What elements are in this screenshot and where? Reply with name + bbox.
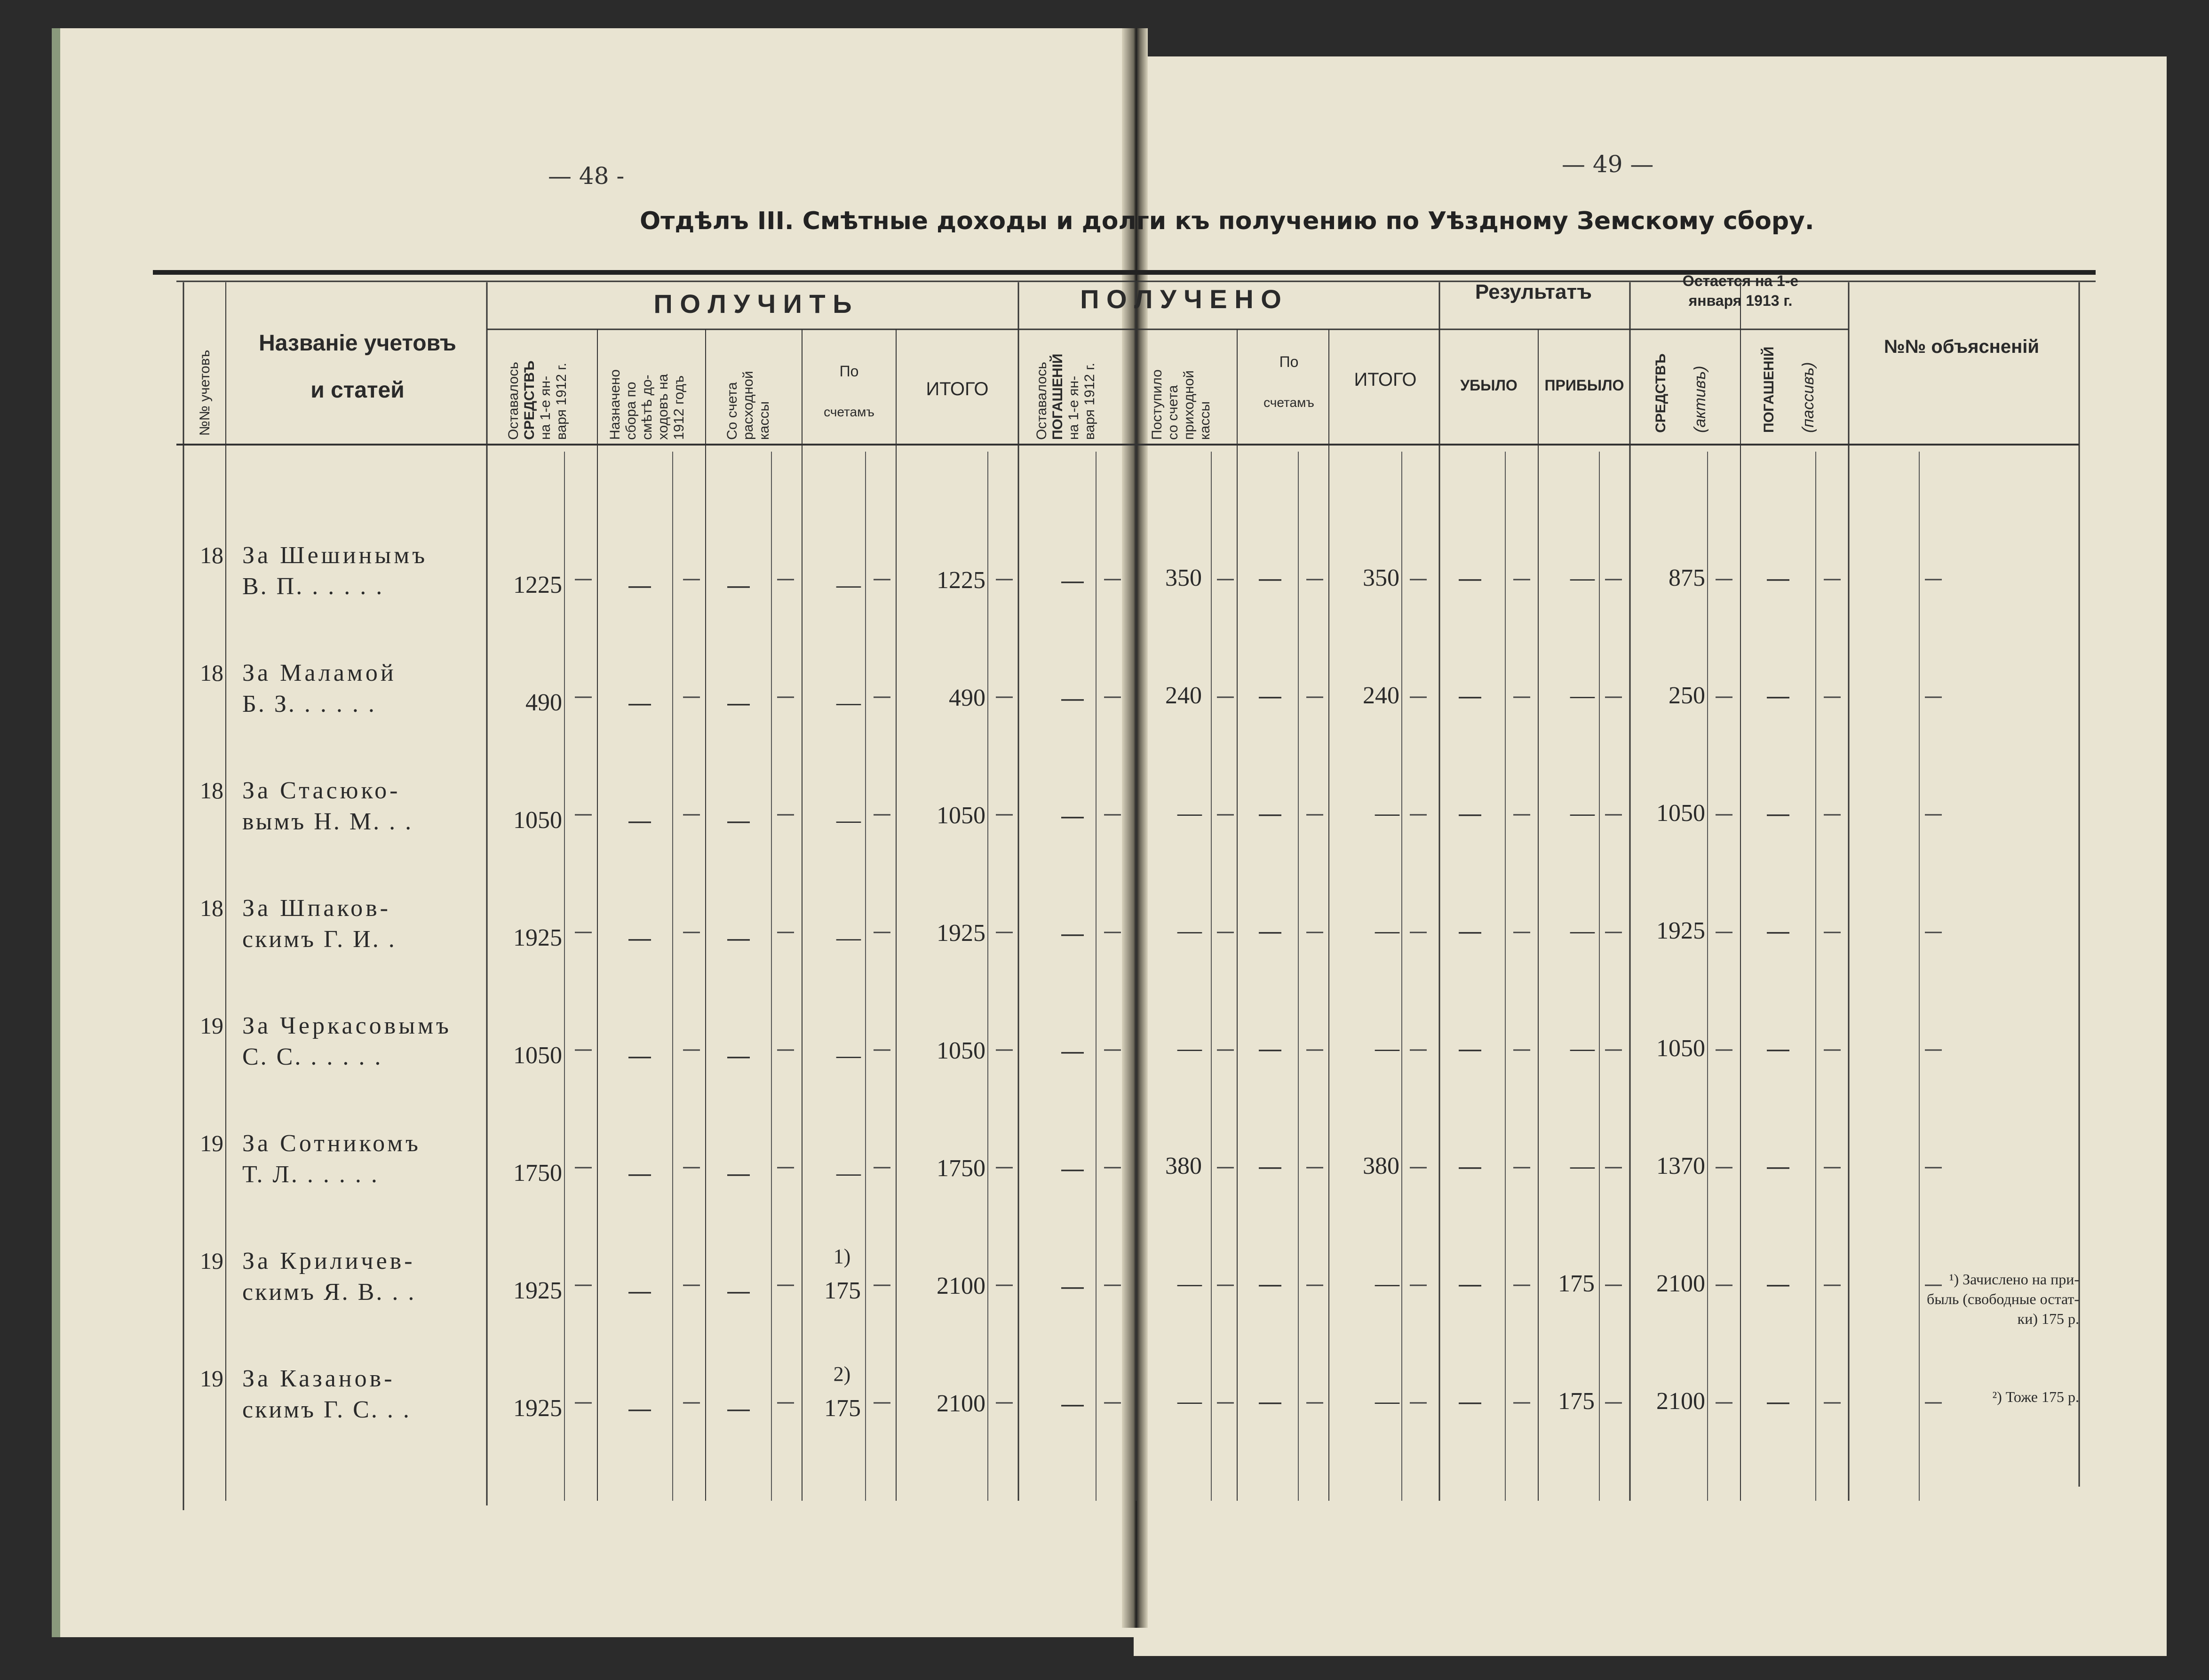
name-col-header: и статей — [310, 378, 405, 403]
received-remaining-header: Оставалось — [1034, 362, 1049, 440]
receive-assigned-value: — — [628, 926, 651, 951]
receive-remaining-header: варя 1912 г. — [554, 363, 569, 440]
receive-accounts-value: — — [836, 572, 861, 598]
row-name: скимъ Г. И. . — [242, 926, 397, 953]
payments-value: — — [1767, 684, 1789, 709]
received-remaining-value: — — [1061, 1274, 1084, 1299]
receive-accounts-header: счетамъ — [824, 405, 874, 419]
column-rules — [183, 282, 2079, 1510]
profit-header: ПРИБЫЛО — [1544, 377, 1624, 394]
payments-header: ПОГАШЕНІЙ — [1761, 346, 1777, 433]
row-name: С. С. . . . . . — [242, 1043, 383, 1070]
assets-value: 875 — [1669, 565, 1705, 591]
received-remaining-value: — — [1061, 921, 1084, 946]
assets-value: 2100 — [1656, 1388, 1705, 1415]
loss-value: — — [1459, 1272, 1481, 1297]
assets-value: 1050 — [1656, 1035, 1705, 1062]
received-accounts-value: — — [1259, 1389, 1281, 1414]
table-row — [200, 542, 1942, 600]
row-name: За Стасюко- — [242, 777, 401, 804]
row-name: вымъ Н. М. . . — [242, 808, 413, 835]
receive-group-header: П О Л У Ч И Т Ь — [653, 289, 852, 318]
payments-value: — — [1767, 566, 1789, 591]
row-name: скимъ Г. С. . . — [242, 1396, 411, 1423]
left-page-number: — 48 - — [548, 162, 625, 190]
table-row — [200, 1012, 1942, 1070]
loss-value: — — [1459, 919, 1481, 944]
row-number: 18 — [200, 542, 223, 568]
receive-total-value: 1225 — [937, 567, 985, 594]
receive-assigned-header: 1912 годъ — [671, 375, 687, 440]
row-number: 19 — [200, 1012, 223, 1039]
receive-remaining-value: 490 — [525, 689, 562, 716]
received-income-value: — — [1177, 1270, 1202, 1297]
receive-assigned-value: — — [628, 691, 651, 716]
loss-value: — — [1459, 801, 1481, 826]
payments-value: — — [1767, 1272, 1789, 1297]
received-total-value: — — [1375, 1270, 1399, 1297]
assets-value: 1925 — [1656, 917, 1705, 944]
receive-assigned-value: — — [628, 573, 651, 598]
received-remaining-value: — — [1061, 1156, 1084, 1181]
receive-expense-value: — — [727, 926, 750, 951]
receive-assigned-value: — — [628, 1279, 651, 1304]
received-accounts-value: — — [1259, 1036, 1281, 1061]
received-group-header: П О Л У Ч Е Н О — [1080, 284, 1281, 314]
receive-assigned-header: смѣтѣ до- — [639, 374, 655, 440]
right-page-number: — 49 — — [1562, 151, 1654, 178]
receive-accounts-value: — — [836, 807, 861, 834]
explanation-note: ки) 175 р. — [2017, 1310, 2079, 1327]
row-name: В. П. . . . . . — [242, 573, 384, 600]
received-income-value: — — [1177, 800, 1202, 827]
row-number: 18 — [200, 777, 223, 804]
profit-value: — — [1570, 1153, 1595, 1179]
table-row — [200, 1245, 2079, 1327]
receive-expense-header: кассы — [756, 401, 772, 440]
receive-total-value: 1050 — [937, 1037, 985, 1064]
received-accounts-header: По — [1279, 353, 1299, 370]
receive-remaining-value: 1225 — [513, 572, 562, 598]
receive-remaining-value: 1925 — [513, 1277, 562, 1304]
loss-value: — — [1459, 1389, 1481, 1414]
receive-expense-value: — — [727, 573, 750, 598]
received-income-value: — — [1177, 1388, 1202, 1415]
received-remaining-value: — — [1061, 568, 1084, 593]
received-remaining-header: варя 1912 г. — [1082, 363, 1097, 440]
assets-header: (активъ) — [1691, 366, 1709, 433]
received-income-header: со счета — [1165, 385, 1181, 440]
receive-total-value: 2100 — [937, 1390, 985, 1417]
row-number: 18 — [200, 660, 223, 686]
receive-expense-value: — — [727, 691, 750, 716]
receive-accounts-value: — — [836, 1160, 861, 1186]
assets-value: 1050 — [1656, 800, 1705, 827]
receive-expense-value: — — [727, 1161, 750, 1186]
receive-total-value: 2100 — [937, 1273, 985, 1299]
assets-value: 2100 — [1656, 1270, 1705, 1297]
receive-expense-value: — — [727, 808, 750, 833]
explanation-note: ¹) Зачислено на при- — [1949, 1271, 2079, 1288]
receive-total-header: ИТОГО — [926, 379, 989, 399]
profit-value: — — [1570, 917, 1595, 944]
receive-total-value: 1750 — [937, 1155, 985, 1182]
received-accounts-value: — — [1259, 919, 1281, 944]
receive-accounts-value: 175 — [824, 1395, 861, 1422]
received-income-header: кассы — [1197, 401, 1213, 440]
received-total-value: 380 — [1363, 1153, 1399, 1179]
top-thick-rule — [153, 270, 2096, 275]
table-row — [200, 895, 1942, 953]
payments-value: — — [1767, 801, 1789, 826]
receive-remaining-value: 1925 — [513, 924, 562, 951]
receive-assigned-value: — — [628, 1396, 651, 1421]
receive-accounts-value: — — [836, 689, 861, 716]
loss-value: — — [1459, 1036, 1481, 1061]
table-row — [200, 777, 1942, 835]
row-name: За Казанов- — [242, 1365, 395, 1392]
profit-value: — — [1570, 565, 1595, 591]
table-header — [197, 272, 2039, 440]
footnote-marker: 1) — [833, 1245, 851, 1268]
receive-assigned-header: сбора по — [623, 382, 639, 440]
assets-value: 250 — [1669, 682, 1705, 709]
loss-value: — — [1459, 566, 1481, 591]
profit-value: — — [1570, 800, 1595, 827]
receive-accounts-value: — — [836, 924, 861, 951]
receive-assigned-value: — — [628, 808, 651, 833]
result-group-header: Результатъ — [1475, 280, 1592, 303]
receive-total-value: 1925 — [937, 920, 985, 947]
received-total-value: — — [1375, 917, 1399, 944]
row-number: 19 — [200, 1130, 223, 1156]
received-remaining-header: на 1-е ян- — [1066, 375, 1081, 440]
received-income-value: — — [1177, 1035, 1202, 1062]
row-name: За Шешинымъ — [242, 542, 428, 569]
assets-value: 1370 — [1656, 1153, 1705, 1179]
received-remaining-header: ПОГАШЕНІЙ — [1050, 353, 1065, 440]
page-title: Отдѣлъ III. Смѣтные доходы и долги къ получению по Уѣздному Земскому сбору. — [640, 207, 1814, 235]
row-number: 19 — [200, 1248, 223, 1274]
received-total-value: — — [1375, 800, 1399, 827]
received-total-value: 350 — [1363, 565, 1399, 591]
receive-assigned-value: — — [628, 1161, 651, 1186]
received-accounts-value: — — [1259, 1272, 1281, 1297]
explanation-note: быль (свободные остат- — [1927, 1290, 2079, 1307]
row-number: 18 — [200, 895, 223, 921]
table-row — [200, 1362, 2079, 1423]
receive-remaining-header: Оставалось — [506, 362, 521, 440]
received-total-value: — — [1375, 1035, 1399, 1062]
received-total-header: ИТОГО — [1354, 369, 1417, 390]
received-total-value: — — [1375, 1388, 1399, 1415]
receive-expense-header: Со счета — [724, 382, 740, 440]
row-name: За Черкасовымъ — [242, 1012, 452, 1039]
receive-assigned-header: ходовъ на — [655, 374, 671, 440]
loss-header: УБЫЛО — [1460, 377, 1518, 394]
received-accounts-header: счетамъ — [1263, 395, 1314, 410]
name-col-header: Названіе учетовъ — [259, 331, 456, 356]
row-name: За Сотникомъ — [242, 1130, 421, 1157]
receive-remaining-header: СРЕДСТВЪ — [522, 360, 537, 440]
receive-remaining-value: 1050 — [513, 1042, 562, 1069]
remains-header: января 1913 г. — [1688, 292, 1793, 309]
row-name: скимъ Я. В. . . — [242, 1279, 416, 1306]
received-income-value: 240 — [1165, 682, 1202, 709]
profit-value: 175 — [1558, 1388, 1595, 1415]
profit-value: — — [1570, 682, 1595, 709]
received-income-header: приходной — [1181, 370, 1197, 440]
payments-value: — — [1767, 1154, 1789, 1179]
receive-assigned-header: Назначено — [607, 369, 623, 440]
receive-expense-value: — — [727, 1396, 750, 1421]
receive-remaining-value: 1050 — [513, 807, 562, 834]
receive-remaining-header: на 1-е ян- — [538, 375, 553, 440]
row-name: Б. З. . . . . . — [242, 691, 376, 717]
received-remaining-value: — — [1061, 686, 1084, 711]
row-name: За Криличев- — [242, 1248, 415, 1274]
receive-total-value: 1050 — [937, 802, 985, 829]
received-income-value: 350 — [1165, 565, 1202, 591]
table-row — [200, 660, 1942, 717]
table-body — [200, 542, 2079, 1423]
row-name: За Шпаков- — [242, 895, 391, 922]
received-accounts-value: — — [1259, 801, 1281, 826]
received-income-value: 380 — [1165, 1153, 1202, 1179]
footnote-marker: 2) — [833, 1362, 851, 1385]
received-remaining-value: — — [1061, 804, 1084, 828]
receive-accounts-header: По — [839, 363, 859, 380]
receive-accounts-value: — — [836, 1042, 861, 1069]
received-income-value: — — [1177, 917, 1202, 944]
receive-total-value: 490 — [949, 685, 985, 711]
receive-expense-header: расходной — [740, 371, 756, 440]
payments-header: (пассивъ) — [1799, 362, 1817, 433]
loss-value: — — [1459, 684, 1481, 709]
assets-header: СРЕДСТВЪ — [1653, 353, 1669, 433]
receive-accounts-value: 175 — [824, 1277, 861, 1304]
received-accounts-value: — — [1259, 684, 1281, 709]
profit-value: — — [1570, 1035, 1595, 1062]
receive-expense-value: — — [727, 1279, 750, 1304]
received-remaining-value: — — [1061, 1392, 1084, 1417]
payments-value: — — [1767, 1036, 1789, 1061]
loss-value: — — [1459, 1154, 1481, 1179]
table-row — [200, 1130, 1942, 1188]
payments-value: — — [1767, 1389, 1789, 1414]
receive-expense-value: — — [727, 1043, 750, 1068]
row-number: 19 — [200, 1365, 223, 1392]
received-remaining-value: — — [1061, 1039, 1084, 1064]
received-income-header: Поступило — [1149, 369, 1165, 440]
receive-remaining-value: 1925 — [513, 1395, 562, 1422]
row-name: За Маламой — [242, 660, 397, 686]
row-name: Т. Л. . . . . . — [242, 1161, 379, 1188]
received-total-value: 240 — [1363, 682, 1399, 709]
payments-value: — — [1767, 919, 1789, 944]
profit-value: 175 — [1558, 1270, 1595, 1297]
remains-header: Остается на 1-е — [1682, 272, 1799, 289]
receive-assigned-value: — — [628, 1043, 651, 1068]
num-col-header: №№ учетовъ — [197, 350, 213, 436]
explanation-note: ²) Тоже 175 р. — [1992, 1388, 2079, 1405]
receive-remaining-value: 1750 — [513, 1160, 562, 1186]
received-accounts-value: — — [1259, 1154, 1281, 1179]
received-accounts-value: — — [1259, 566, 1281, 591]
explanations-header: №№ объясненій — [1884, 336, 2039, 357]
